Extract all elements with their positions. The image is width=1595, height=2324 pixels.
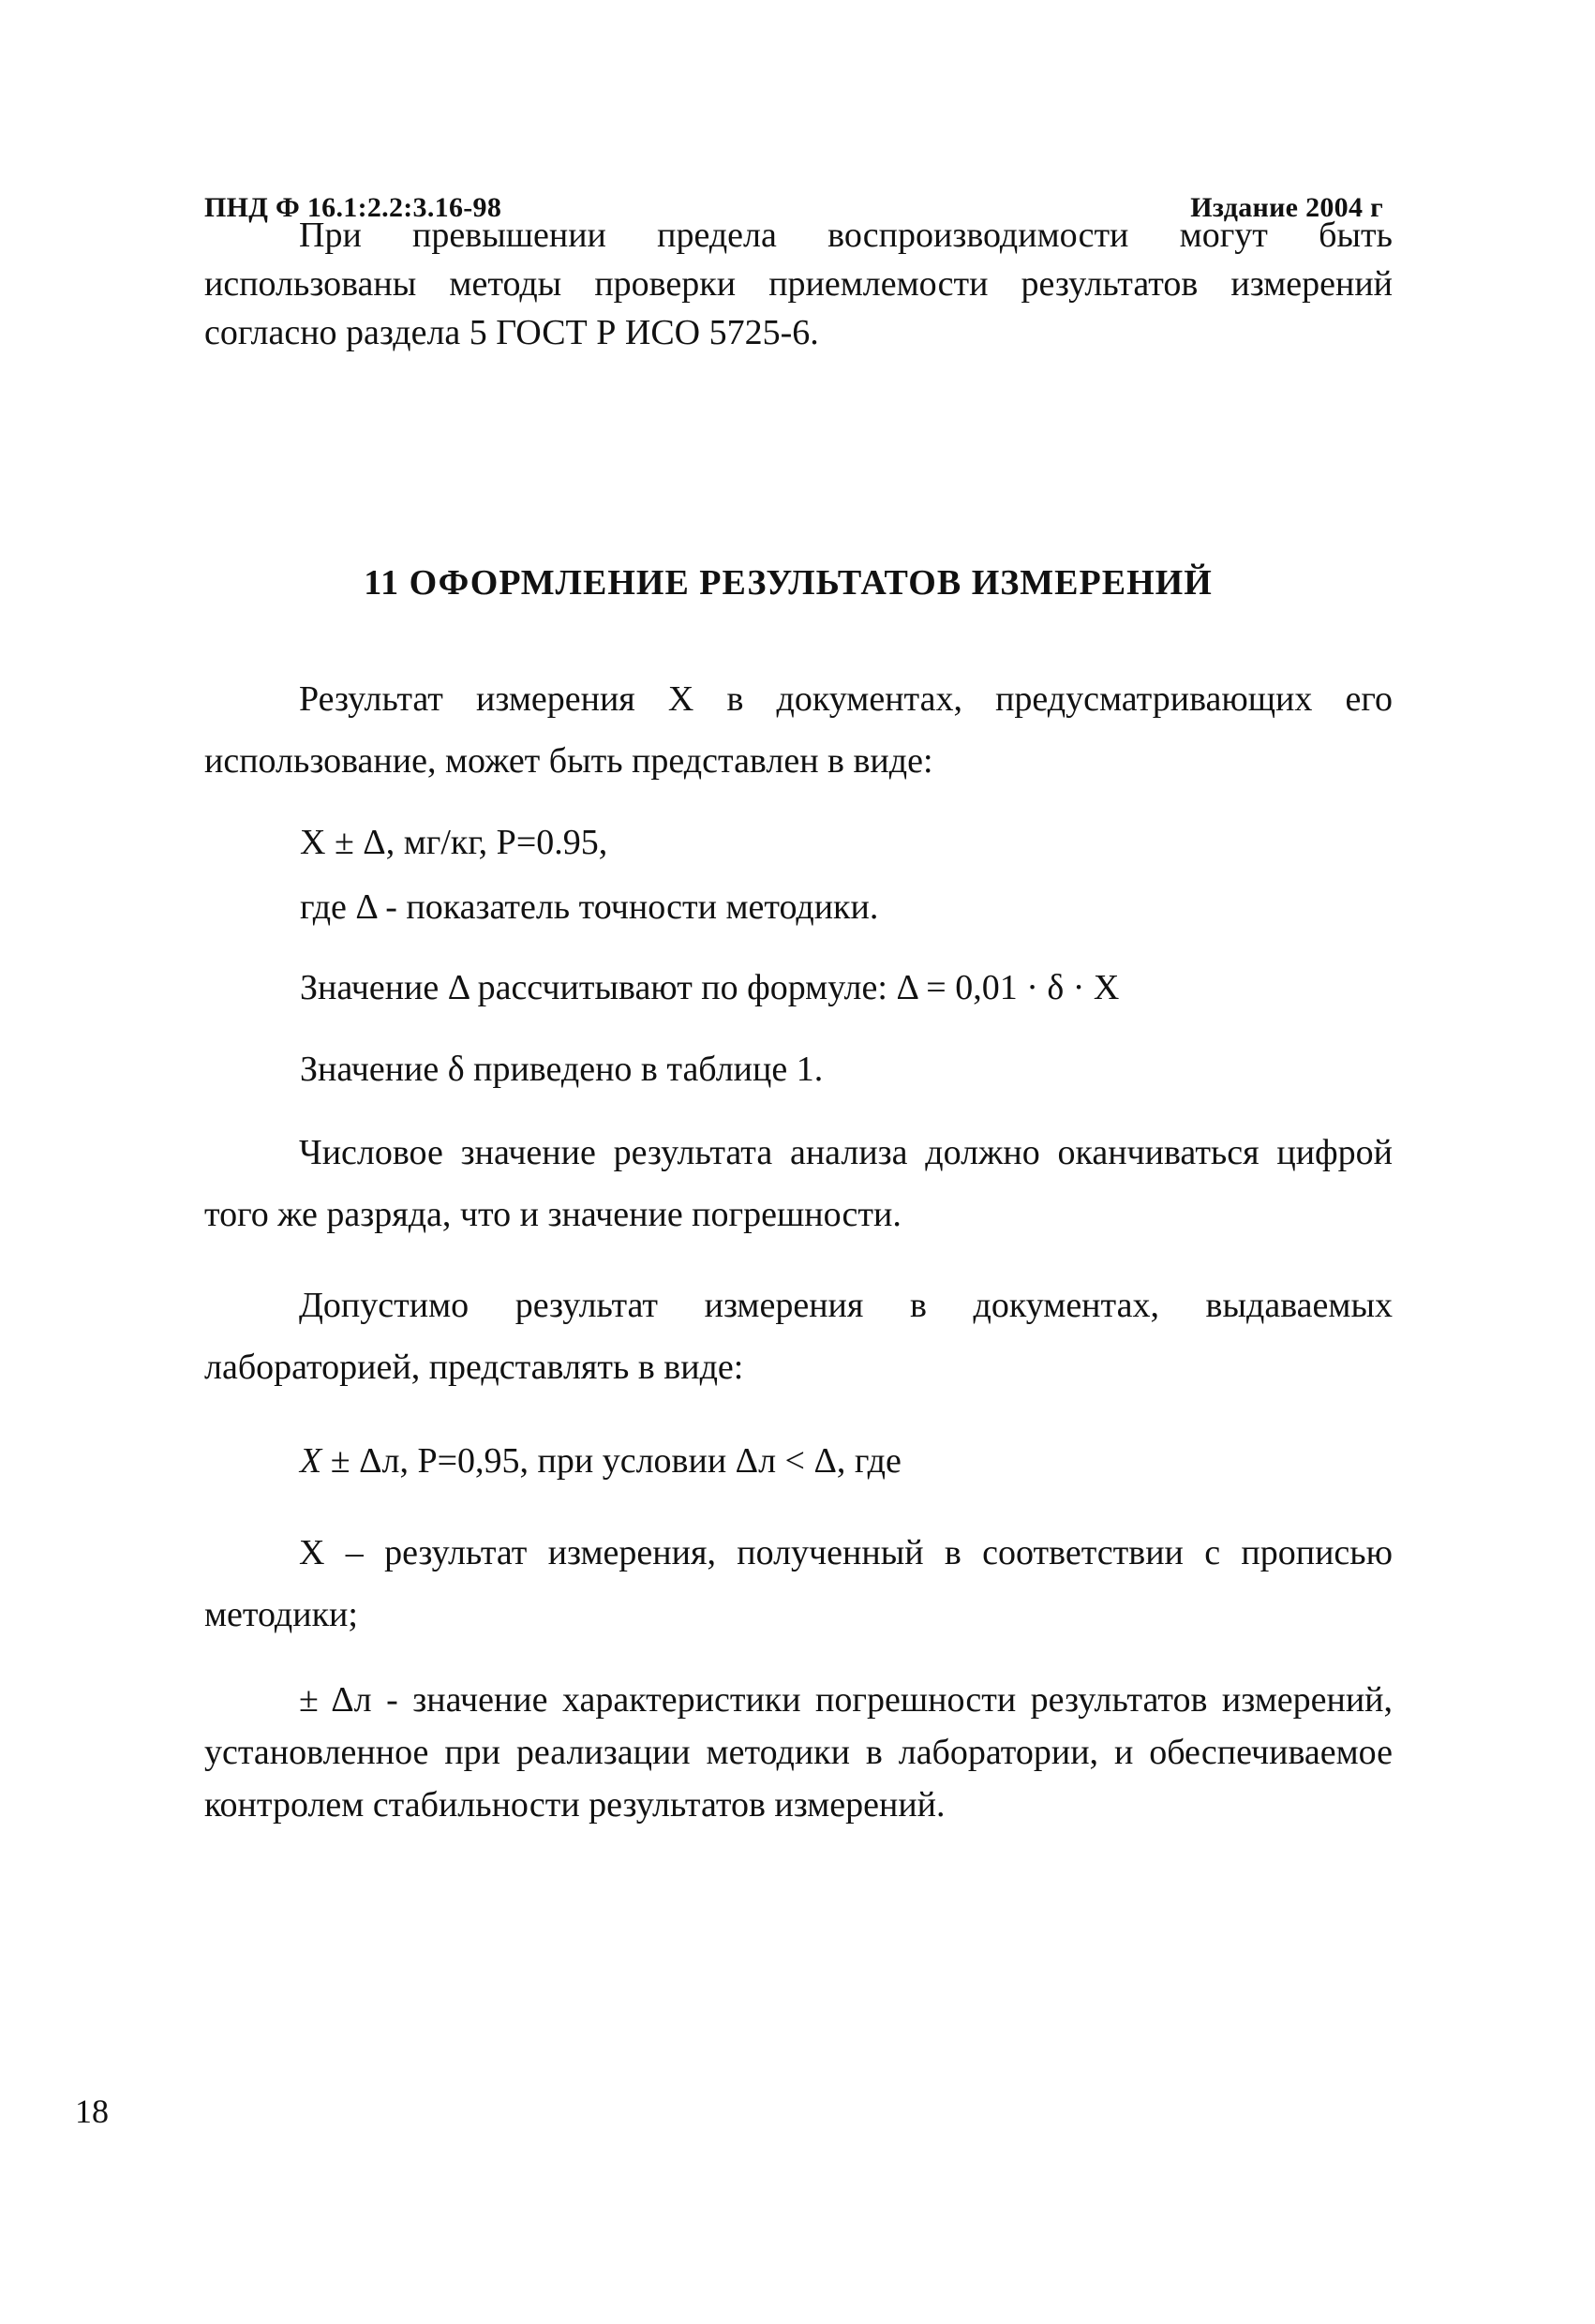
section-heading [0,562,1595,603]
delta-formula: Значение Δ рассчитывают по формуле: Δ = 0,01 · δ · X [300,968,1120,1007]
lab-formula [300,1437,902,1485]
lab-result-intro: Допустимо результат измерения в документах, выдаваемых лабораторией, представлять в виде: [204,1286,1393,1387]
x-definition: X – результат измерения, полученный в соответствии с прописью методики; [204,1533,1393,1634]
delta-definition: где Δ - показатель точности методики. [300,887,879,927]
page-number: 18 [75,2093,109,2130]
intro-paragraph: При превышении предела воспроизводимости могут быть использованы методы проверки приемлемости результатов измерений согласно раздела 5 ГОСТ Р ИСО 5725-6. [204,216,1393,352]
lab-formula-rest: ± Δл, P=0,95, при условии Δл < Δ, где [321,1441,902,1481]
result-formula: X ± Δ, мг/кг, P=0.95, [300,823,608,862]
document-code: ПНД Ф 16.1:2.2:3.16-98 [204,192,502,223]
edition-label: Издание 2004 г [1190,192,1383,223]
result-intro-paragraph: Результат измерения X в документах, предусматривающих его использование, может быть представлен в виде: [204,679,1393,781]
numeric-value-rule: Числовое значение результата анализа должно оканчиваться цифрой того же разряда, что и значение погрешности. [204,1133,1393,1234]
delta-lab-definition: ± Δл - значение характеристики погрешности результатов измерений, установленное при реализации методики в лаборатории, и обеспечиваемое контролем стабильности результатов измерений. [204,1680,1393,1825]
lab-formula-x: X [300,1441,322,1481]
delta-table-reference: Значение δ приведено в таблице 1. [300,1050,824,1089]
section-heading-text: 11 ОФОРМЛЕНИЕ РЕЗУЛЬТАТОВ ИЗМЕРЕНИЙ [364,563,1213,603]
